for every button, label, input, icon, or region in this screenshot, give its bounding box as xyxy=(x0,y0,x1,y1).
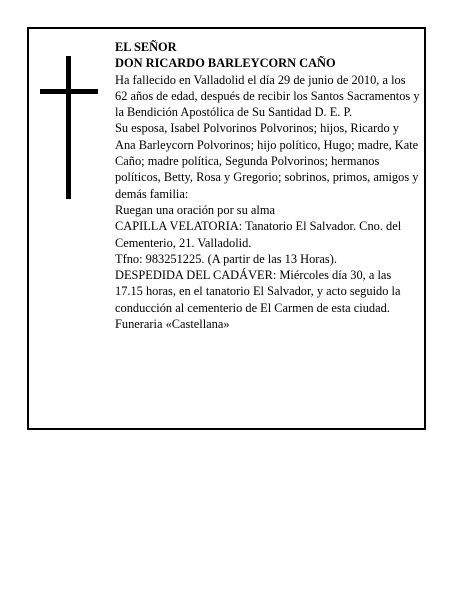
obituary-notice xyxy=(27,27,426,430)
farewell-information: DESPEDIDA DEL CADÁVER: Miércoles día 30, a las 17.15 horas, en el tanatorio El Salvador, y acto seguido la conducción al cementerio de El Carmen de esta ciudad. xyxy=(115,268,401,315)
funeral-home: Funeraria «Castellana» xyxy=(115,317,230,332)
cross-horizontal-bar xyxy=(40,89,98,94)
chapel-information: CAPILLA VELATORIA: Tanatorio El Salvador. Cno. del Cementerio, 21. Valladolid. xyxy=(115,219,402,250)
death-announcement: Ha fallecido en Valladolid el día 29 de junio de 2010, a los 62 años de edad, después de recibir los Santos Sacramentos y la Bendición Apostólica de Su Santidad D. E. P. xyxy=(115,72,420,120)
cross-icon xyxy=(40,56,98,199)
notice-text xyxy=(115,39,421,332)
telephone-information: Tfno: 983251225. (A partir de las 13 Horas). xyxy=(115,251,337,266)
notice-title-line-2: DON RICARDO BARLEYCORN CAÑO xyxy=(115,56,336,71)
cross-vertical-bar xyxy=(66,56,71,199)
family-list: Su esposa, Isabel Polvorinos Polvorinos; hijos, Ricardo y Ana Barleycorn Polvorinos; hijo político, Hugo; madre, Kate Caño; madre política, Segunda Polvorinos; hermanos políticos, Betty, Rosa y Gregorio; sobrinos, primos, amigos y demás familia: xyxy=(115,121,419,201)
notice-title-line-1: EL SEÑOR xyxy=(115,40,177,54)
prayer-request: Ruegan una oración por su alma xyxy=(115,202,275,217)
